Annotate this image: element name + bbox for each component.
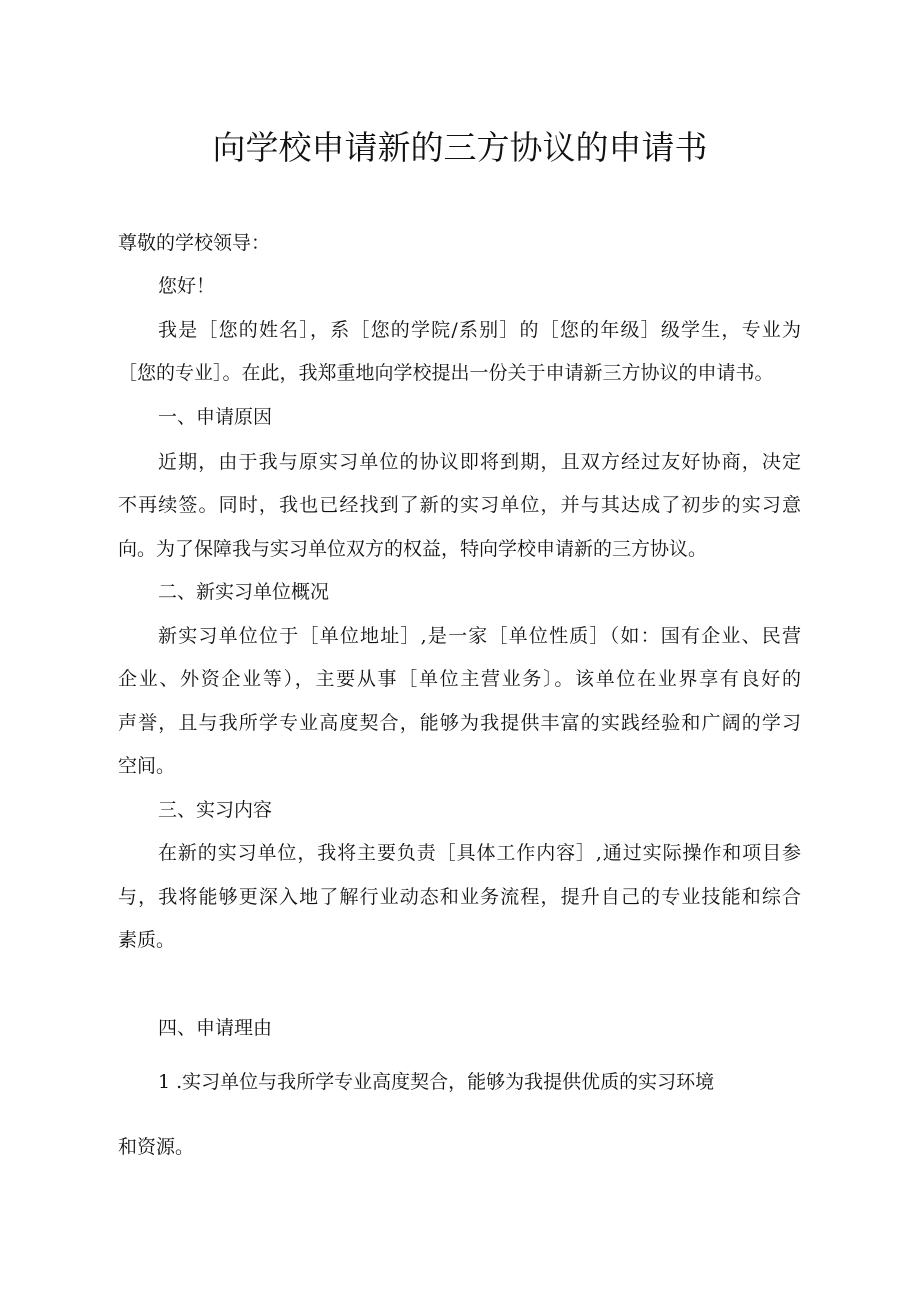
- paragraph-line: 近期，由于我与原实习单位的协议即将到期，且双方经过友好协商，决定: [158, 451, 801, 473]
- section-heading-content: 三、实习内容: [158, 799, 273, 821]
- document-title: 向学校申请新的三方协议的申请书: [212, 128, 708, 167]
- section-heading-company: 二、新实习单位概况: [158, 581, 330, 603]
- intro-line: 我是［您的姓名］，系［您的学院/系别］的［您的年级］级学生，专业为: [158, 319, 801, 341]
- list-item-line: 1 .实习单位与我所学专业高度契合，能够为我提供优质的实习环境: [158, 1071, 715, 1093]
- intro-line: ［您的专业］。在此，我郑重地向学校提出一份关于申请新三方协议的申请书。: [118, 362, 774, 384]
- greeting: 您好！: [158, 275, 216, 297]
- list-item-line: 和资源。: [118, 1136, 195, 1158]
- salutation: 尊敬的学校领导：: [118, 232, 271, 254]
- paragraph-line: 新实习单位位于［单位地址］,是一家［单位性质］（如：国有企业、民营: [158, 625, 801, 647]
- paragraph-line: 素质。: [118, 929, 176, 951]
- paragraph-line: 声誉，且与我所学专业高度契合，能够为我提供丰富的实践经验和广阔的学习: [118, 712, 801, 734]
- paragraph-line: 企业、外资企业等），主要从事［单位主营业务〕。该单位在业界享有良好的: [118, 668, 801, 690]
- paragraph-line: 空间。: [118, 755, 176, 777]
- paragraph-line: 向。为了保障我与实习单位双方的权益，特向学校申请新的三方协议。: [118, 538, 708, 560]
- section-heading-reason: 一、申请原因: [158, 406, 273, 428]
- paragraph-line: 在新的实习单位，我将主要负责［具体工作内容］,通过实际操作和项目参: [158, 842, 801, 864]
- paragraph-line: 与，我将能够更深入地了解行业动态和业务流程，提升自己的专业技能和综合: [118, 886, 801, 908]
- paragraph-line: 不再续签。同时，我也已经找到了新的实习单位，并与其达成了初步的实习意: [118, 494, 801, 516]
- section-heading-grounds: 四、申请理由: [158, 1017, 273, 1039]
